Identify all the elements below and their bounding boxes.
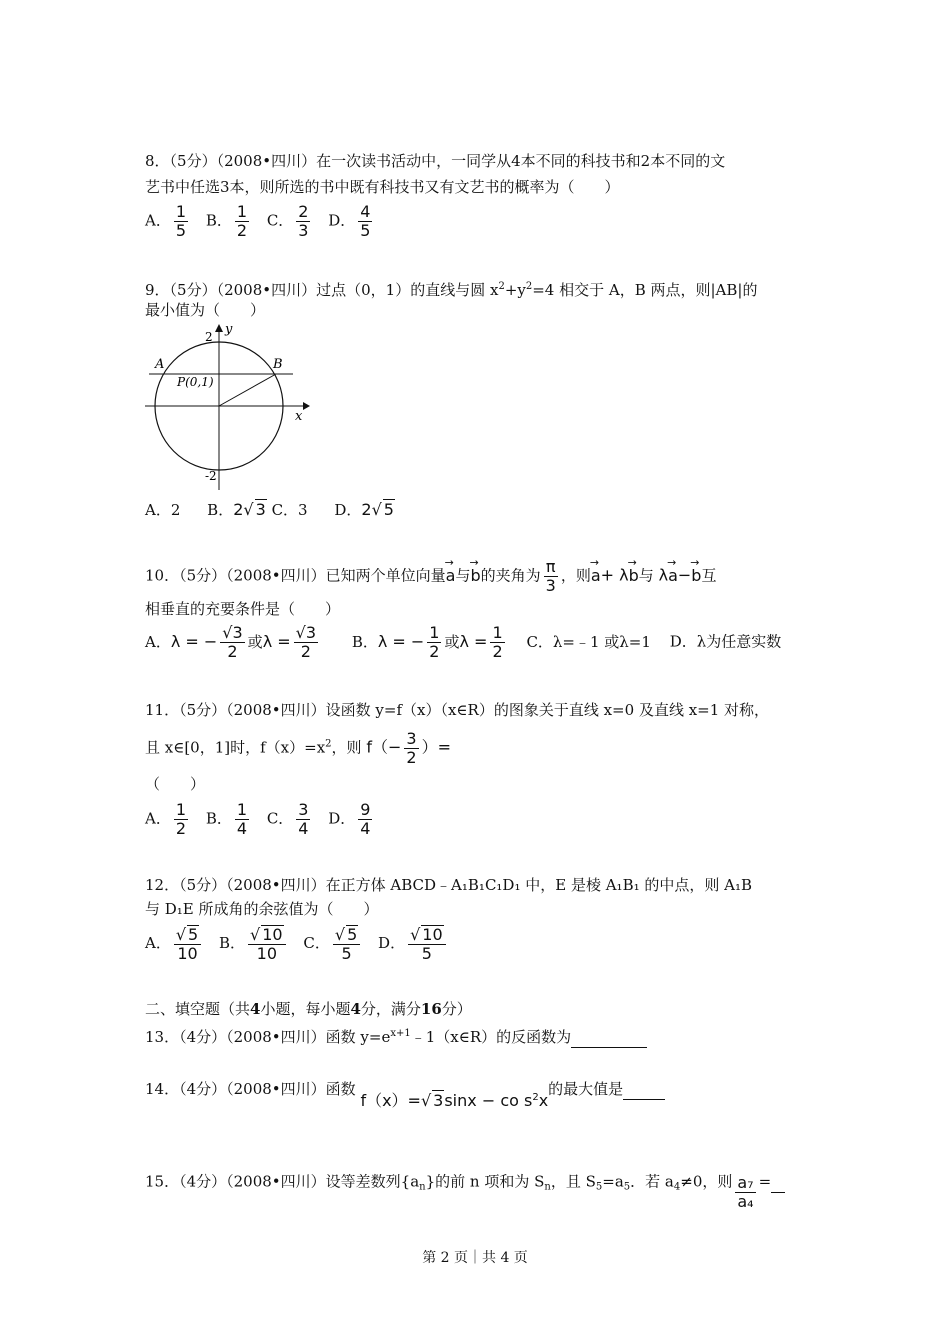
q9-option-b: B．2√ 3 bbox=[207, 500, 266, 519]
q10-option-d: D．λ为任意实数 bbox=[669, 632, 782, 651]
q12-option-a: A． $\frac{√ 5}{10}$ bbox=[145, 925, 204, 963]
q11-stem-line3: （ ） bbox=[145, 775, 206, 793]
q9-circle-figure bbox=[145, 322, 310, 490]
q10-option-a: A．λ = − $\frac{√3}{2}$ 或λ = $\frac{√3}{2}$ bbox=[145, 623, 317, 661]
q15-answer-blank[interactable] bbox=[771, 1172, 785, 1193]
page-footer: 第 2 页｜共 4 页 bbox=[422, 1250, 528, 1266]
q8-options bbox=[145, 203, 385, 240]
q8-option-b: B． $\frac{1}{2}$ bbox=[205, 202, 248, 240]
q8-option-d: D． $\frac{4}{5}$ bbox=[328, 202, 371, 240]
q8-stem-line2: 艺书中任选3本，则所选的书中既有科技书又有文艺书的概率为（ ） bbox=[145, 178, 620, 196]
q9-fig-b-label: B bbox=[273, 357, 283, 372]
q9-fig-x-label: x bbox=[295, 409, 303, 424]
q12-options bbox=[145, 925, 459, 963]
q10-option-b: B．λ = − $\frac{1}{2}$ 或λ = $\frac{1}{2}$ bbox=[351, 623, 503, 661]
q12-option-d: D． $\frac{√ 10}{5}$ bbox=[378, 925, 449, 963]
q12-stem-line2: 与 D₁E 所成角的余弦值为（ ） bbox=[145, 900, 379, 918]
q10-stem-line1: 10．（5分）（2008•四川）已知两个单位向量→ a与→ b的夹角为 $\frac{\pi}{3}$ ，则→ a+ λ→ b与 λ→ a−→ b互 bbox=[145, 558, 716, 595]
q9-fig-p-label: P(0,1) bbox=[177, 375, 214, 389]
q9-option-d: D．2√ 5 bbox=[334, 500, 394, 519]
q12-option-b: B． $\frac{√ 10}{10}$ bbox=[219, 925, 289, 963]
q11-stem-line2: 且 x∈[0，1]时，$f(x)=x^2$，则 f（− $\frac{3}{2}$ ）= bbox=[145, 729, 451, 767]
q14-answer-blank[interactable] bbox=[623, 1079, 665, 1100]
q14-stem: 14．（4分）（2008•四川）函数 f（x）=√ 3sinx − co $s^2x$的最大值是 bbox=[145, 1076, 665, 1100]
q9-options bbox=[145, 499, 395, 520]
q9-fig-bottom-label: -2 bbox=[205, 469, 217, 483]
q8-option-c: C． $\frac{2}{3}$ bbox=[266, 202, 309, 240]
section2-heading: 二、填空题（共4小题，每小题4分，满分16分） bbox=[145, 1000, 472, 1018]
q9-option-a: A．2 bbox=[145, 501, 181, 519]
q11-option-b: B． $\frac{1}{4}$ bbox=[205, 800, 248, 838]
q9-stem-line1: 9．（5分）（2008•四川）过点（0，1）的直线与圆 $x^2+y^2=4$ 相交于 A，B 两点，则|AB|的 bbox=[145, 281, 758, 299]
q13-stem: 13．（4分）（2008•四川）函数 $y=e^{x+1}﹣1(x\in R)$的反函数为 bbox=[145, 1024, 647, 1048]
q11-option-c: C． $\frac{3}{4}$ bbox=[266, 800, 309, 838]
q10-stem-line2: 相垂直的充要条件是（ ） bbox=[145, 600, 341, 618]
q10-options bbox=[145, 624, 781, 661]
q9-fig-y-label: y bbox=[225, 322, 233, 337]
q10-option-c: C．λ=﹣1 或λ=1 bbox=[526, 632, 651, 651]
q11-stem-line1: 11．（5分）（2008•四川）设函数 y=f（x）（x∈R）的图象关于直线 x=0 及直线 x=1 对称， bbox=[145, 701, 770, 719]
q13-answer-blank[interactable] bbox=[571, 1027, 647, 1048]
q15-stem: 15．（4分）（2008•四川）设等差数列$\{a_n\}$的前 n 项和为 $S_n$，且 $S_5=a_5$．若 $a_4\ne 0$，则 $\frac{\text{a₇}}{\text{a₄}}$ = bbox=[145, 1164, 785, 1201]
q8-stem-line1: 8．（5分）（2008•四川）在一次读书活动中，一同学从4本不同的科技书和2本不同的文 bbox=[145, 152, 726, 170]
q12-stem-line1: 12．（5分）（2008•四川）在正方体 ABCD﹣A₁B₁C₁D₁ 中，E 是棱 A₁B₁ 的中点，则 A₁B bbox=[145, 876, 753, 894]
q9-option-c: C．3 bbox=[271, 501, 308, 519]
q9-fig-top-label: 2 bbox=[205, 330, 213, 344]
q8-option-a: A． $\frac{1}{5}$ bbox=[145, 202, 187, 240]
q9-fig-a-label: A bbox=[155, 357, 165, 372]
q11-option-d: D． $\frac{9}{4}$ bbox=[328, 800, 371, 838]
q12-option-c: C． $\frac{√ 5}{5}$ bbox=[303, 925, 363, 963]
q9-stem-line2: 最小值为（ ） bbox=[145, 301, 266, 319]
q11-options bbox=[145, 801, 385, 838]
q11-option-a: A． $\frac{1}{2}$ bbox=[145, 800, 187, 838]
